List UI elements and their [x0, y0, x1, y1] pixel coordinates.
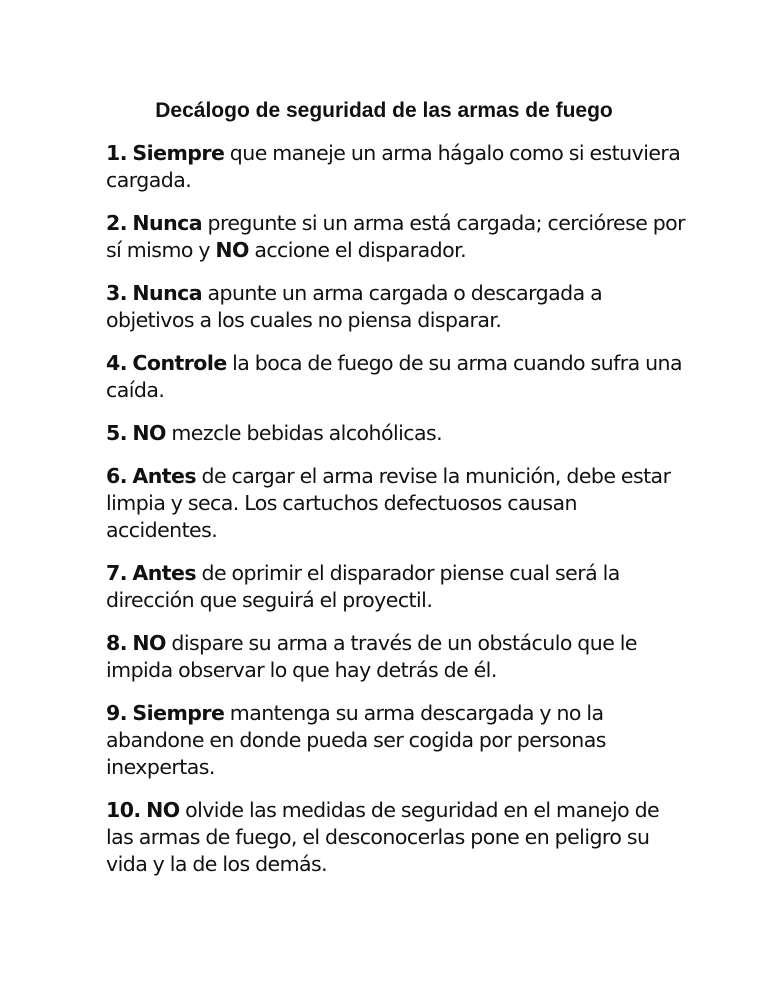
rule-number: 7.	[106, 561, 127, 585]
rule-number: 10.	[106, 798, 141, 822]
rule-number: 9.	[106, 701, 127, 725]
rule-text: de cargar el arma revise la munición, debe estar limpia y seca. Los cartuchos defectuosos causan accidentes.	[106, 464, 671, 542]
rule-text: la boca de fuego de su arma cuando sufra una caída.	[106, 351, 682, 402]
rule-item	[106, 560, 686, 614]
rule-keyword: NO	[146, 798, 180, 822]
rule-keyword: NO	[132, 631, 166, 655]
rule-text: olvide las medidas de seguridad en el manejo de las armas de fuego, el desconocerlas pone en peligro su vida y la de los demás.	[106, 798, 660, 876]
rule-keyword: NO	[132, 421, 166, 445]
rule-number: 2.	[106, 211, 127, 235]
document-title: Decálogo de seguridad de las armas de fuego	[155, 99, 613, 122]
rule-text: pregunte si un arma está cargada; cerciórese por sí mismo y	[106, 211, 686, 262]
rule-keyword-secondary: NO	[215, 238, 249, 262]
rule-item	[106, 630, 686, 684]
rule-text: mantenga su arma descargada y no la abandone en donde pueda ser cogida por personas inexpertas.	[106, 701, 606, 779]
rule-number: 4.	[106, 351, 127, 375]
rule-item	[106, 210, 686, 264]
rule-keyword: Antes	[132, 464, 197, 488]
rule-item	[106, 797, 686, 878]
rule-number: 1.	[106, 141, 127, 165]
rule-keyword: Siempre	[132, 141, 225, 165]
rule-text: mezcle bebidas alcohólicas.	[165, 421, 443, 445]
rule-keyword: Antes	[132, 561, 197, 585]
rule-keyword: Siempre	[132, 701, 225, 725]
rule-keyword: Nunca	[132, 281, 203, 305]
rule-number: 5.	[106, 421, 127, 445]
rules-list	[106, 140, 686, 894]
rule-text: que maneje un arma hágalo como si estuviera cargada.	[106, 141, 681, 192]
rule-number: 6.	[106, 464, 127, 488]
rule-text-secondary: accione el disparador.	[248, 238, 467, 262]
rule-keyword: Controle	[132, 351, 227, 375]
rule-item	[106, 463, 686, 544]
rule-number: 3.	[106, 281, 127, 305]
rule-text: apunte un arma cargada o descargada a objetivos a los cuales no piensa disparar.	[106, 281, 603, 332]
rule-item	[106, 420, 686, 447]
rule-keyword: Nunca	[132, 211, 203, 235]
rule-item	[106, 140, 686, 194]
rule-text: dispare su arma a través de un obstáculo que le impida observar lo que hay detrás de él.	[106, 631, 637, 682]
rule-item	[106, 350, 686, 404]
rule-number: 8.	[106, 631, 127, 655]
rule-text: de oprimir el disparador piense cual será la dirección que seguirá el proyectil.	[106, 561, 620, 612]
rule-item	[106, 700, 686, 781]
rule-item	[106, 280, 686, 334]
